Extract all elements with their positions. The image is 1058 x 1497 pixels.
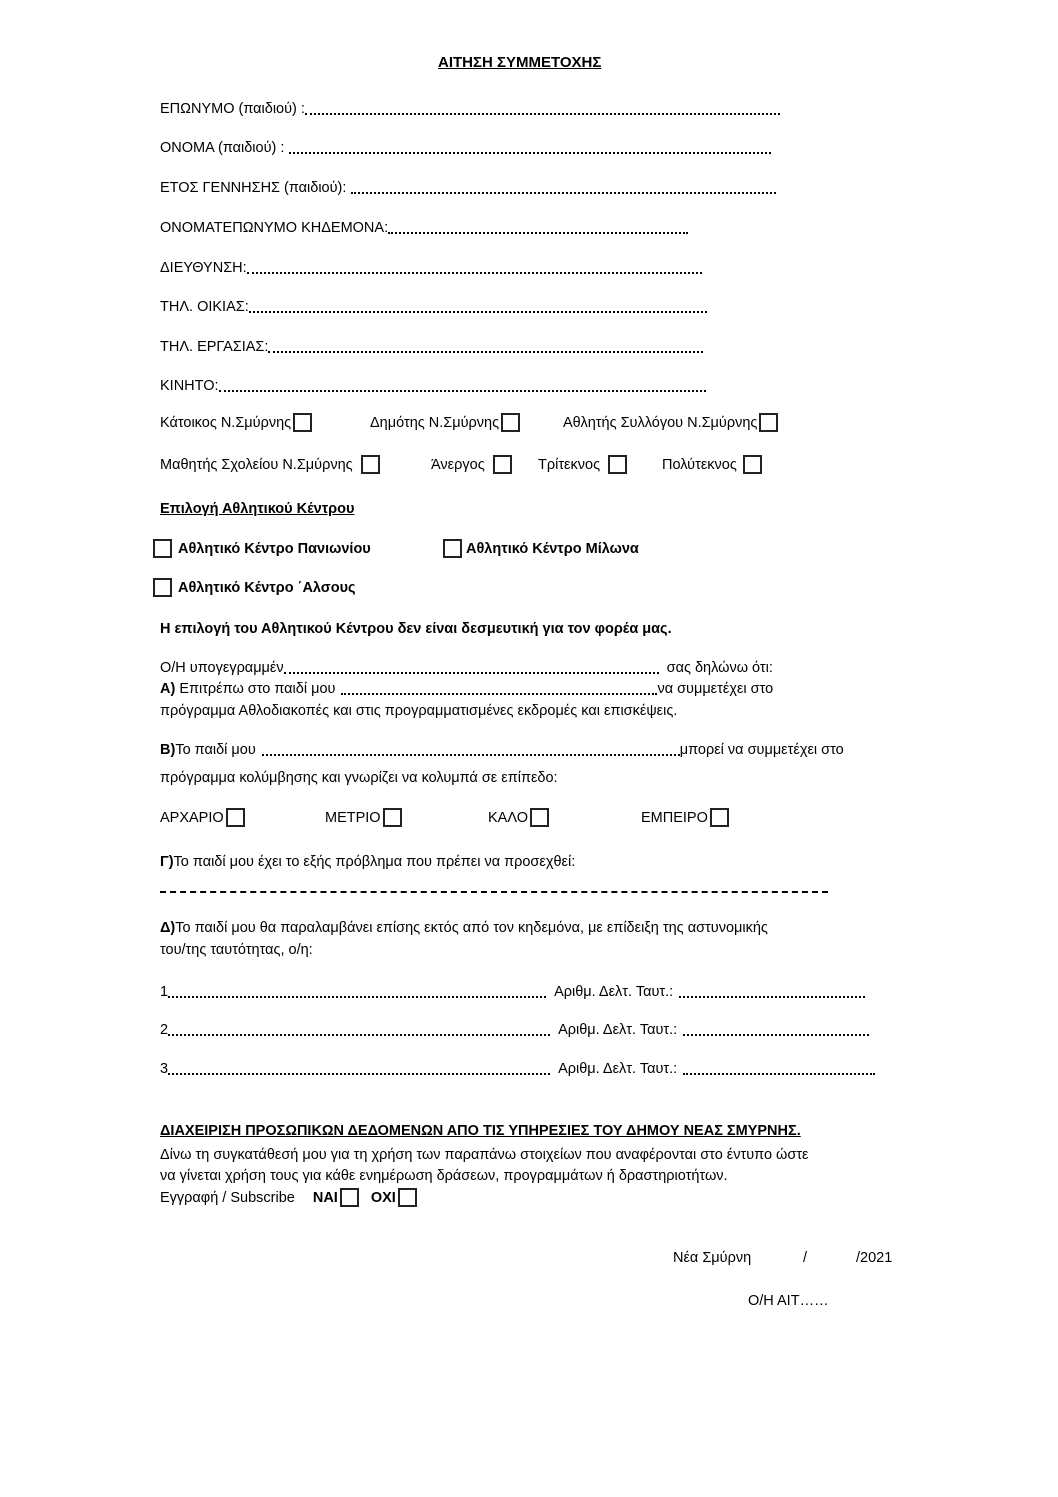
status-label: Πολύτεκνος xyxy=(662,456,737,473)
birth-year-field[interactable] xyxy=(160,179,776,197)
mobile-field[interactable] xyxy=(160,377,706,395)
signer-input-line[interactable] xyxy=(284,672,659,674)
swim-child-input-line[interactable] xyxy=(262,754,680,756)
status-three-children[interactable] xyxy=(538,455,627,474)
subscribe-yes-checkbox[interactable] xyxy=(340,1188,359,1207)
checkbox[interactable] xyxy=(530,808,549,827)
clause-a-start: Επιτρέπω στο παιδί μου xyxy=(179,681,336,697)
status-unemployed[interactable] xyxy=(431,455,512,474)
subscribe-no-checkbox[interactable] xyxy=(398,1188,417,1207)
pickup-row[interactable] xyxy=(160,983,865,1001)
footer-date-slash: / xyxy=(803,1250,808,1266)
home-phone-input-line[interactable] xyxy=(249,311,707,313)
status-label: Αθλητής Συλλόγου Ν.Σμύρνης xyxy=(563,414,758,431)
status-label: Δημότης Ν.Σμύρνης xyxy=(370,414,500,431)
level-experienced[interactable] xyxy=(641,808,729,827)
clause-b-label: Β) xyxy=(160,742,176,758)
id-label: Αριθμ. Δελτ. Ταυτ.: xyxy=(558,1061,678,1077)
home-phone-field[interactable] xyxy=(160,298,707,316)
status-label: Κάτοικος Ν.Σμύρνης xyxy=(160,414,292,431)
home-phone-label: ΤΗΛ. ΟΙΚΙΑΣ: xyxy=(160,299,249,315)
mobile-input-line[interactable] xyxy=(219,390,706,392)
pickup-name-input-line[interactable] xyxy=(168,996,546,998)
center-option-panionios[interactable] xyxy=(153,539,371,558)
level-good[interactable] xyxy=(488,808,549,827)
declaration-intro[interactable] xyxy=(160,659,773,677)
checkbox[interactable] xyxy=(501,413,520,432)
mobile-label: ΚΙΝΗΤΟ: xyxy=(160,378,219,394)
clause-c-text: Το παιδί μου έχει το εξής πρόβλημα που πρέπει να προσεχθεί: xyxy=(173,854,576,870)
id-label: Αριθμ. Δελτ. Ταυτ.: xyxy=(554,984,674,1000)
birth-year-label: ΕΤΟΣ ΓΕΝΝΗΣΗΣ (παιδιού): xyxy=(160,180,347,196)
level-moderate[interactable] xyxy=(325,808,402,827)
pickup-number: 3 xyxy=(160,1061,169,1077)
name-field[interactable] xyxy=(160,139,771,157)
center-label: Αθλητικό Κέντρο ΄Αλσους xyxy=(178,579,356,596)
id-input-line[interactable] xyxy=(683,1034,869,1036)
pickup-name-input-line[interactable] xyxy=(168,1073,550,1075)
pickup-row[interactable] xyxy=(160,1021,869,1039)
status-large-family[interactable] xyxy=(662,455,762,474)
checkbox[interactable] xyxy=(226,808,245,827)
status-label: Τρίτεκνος xyxy=(538,456,601,473)
footer-year: /2021 xyxy=(856,1250,893,1266)
clause-d xyxy=(160,919,768,937)
checkbox[interactable] xyxy=(493,455,512,474)
checkbox[interactable] xyxy=(743,455,762,474)
intro-end: σας δηλώνω ότι: xyxy=(666,660,773,676)
id-input-line[interactable] xyxy=(679,996,865,998)
center-heading: Επιλογή Αθλητικού Κέντρου xyxy=(160,501,355,517)
checkbox[interactable] xyxy=(153,539,172,558)
level-label: ΑΡΧΑΡΙΟ xyxy=(160,809,224,826)
name-input-line[interactable] xyxy=(289,152,771,154)
guardian-input-line[interactable] xyxy=(388,232,688,234)
clause-a[interactable] xyxy=(160,680,773,698)
level-label: ΜΕΤΡΙΟ xyxy=(325,809,381,826)
subscribe-yes-label: ΝΑΙ xyxy=(312,1189,338,1206)
surname-input-line[interactable] xyxy=(305,113,780,115)
pickup-number: 1 xyxy=(160,984,169,1000)
status-athlete[interactable] xyxy=(563,413,778,432)
footer-signature: Ο/Η ΑΙΤ…… xyxy=(748,1293,829,1309)
pickup-name-input-line[interactable] xyxy=(168,1034,550,1036)
checkbox[interactable] xyxy=(759,413,778,432)
clause-d-label: Δ) xyxy=(160,920,176,936)
footer-place: Νέα Σμύρνη xyxy=(673,1250,752,1266)
gdpr-line2: να γίνεται χρήση τους για κάθε ενημέρωση δράσεων, προγραμμάτων ή δραστηριοτήτων. xyxy=(160,1168,728,1184)
subscribe-no-label: ΟΧΙ xyxy=(370,1189,396,1206)
clause-b-end: μπορεί να συμμετέχει στο xyxy=(679,742,844,758)
problem-input-line[interactable] xyxy=(160,891,828,893)
checkbox[interactable] xyxy=(293,413,312,432)
status-label: Μαθητής Σχολείου Ν.Σμύρνης xyxy=(160,456,353,473)
surname-label: ΕΠΩΝΥΜΟ (παιδιού) : xyxy=(160,101,305,117)
checkbox[interactable] xyxy=(361,455,380,474)
work-phone-input-line[interactable] xyxy=(268,351,703,353)
address-label: ΔΙΕΥΘΥΝΣΗ: xyxy=(160,260,247,276)
intro-start: Ο/Η υπογεγραμμέν xyxy=(160,660,284,676)
status-student[interactable] xyxy=(160,455,380,474)
work-phone-label: ΤΗΛ. ΕΡΓΑΣΙΑΣ: xyxy=(160,339,269,355)
clause-d-text: Το παιδί μου θα παραλαμβάνει επίσης εκτός από τον κηδεμόνα, με επίδειξη της αστυνομικής xyxy=(175,920,768,936)
clause-b-line2: πρόγραμμα κολύμβησης και γνωρίζει να κολυμπά σε επίπεδο: xyxy=(160,770,558,786)
pickup-number: 2 xyxy=(160,1022,169,1038)
checkbox[interactable] xyxy=(443,539,462,558)
level-beginner[interactable] xyxy=(160,808,245,827)
surname-field[interactable] xyxy=(160,100,780,118)
clause-a-end: να συμμετέχει στο xyxy=(657,681,774,697)
checkbox[interactable] xyxy=(383,808,402,827)
center-label: Αθλητικό Κέντρο Πανιωνίου xyxy=(178,540,371,557)
address-input-line[interactable] xyxy=(247,272,702,274)
guardian-label: ΟΝΟΜΑΤΕΠΩΝΥΜΟ ΚΗΔΕΜΟΝΑ: xyxy=(160,220,389,236)
level-label: ΚΑΛΟ xyxy=(488,809,529,826)
checkbox[interactable] xyxy=(608,455,627,474)
subscribe-row xyxy=(160,1188,417,1207)
status-citizen[interactable] xyxy=(370,413,520,432)
id-input-line[interactable] xyxy=(683,1073,875,1075)
gdpr-line1: Δίνω τη συγκατάθεσή μου για τη χρήση των παραπάνω στοιχείων που αναφέρονται στο έντυπο ώστε xyxy=(160,1147,809,1163)
center-option-alsous[interactable] xyxy=(153,578,356,597)
clause-b[interactable] xyxy=(160,741,844,759)
center-note: Η επιλογή του Αθλητικού Κέντρου δεν είναι δεσμευτική για τον φορέα μας. xyxy=(160,621,672,637)
clause-d-line2: του/της ταυτότητας, ο/η: xyxy=(160,942,313,958)
gdpr-heading: ΔΙΑΧΕΙΡΙΣΗ ΠΡΟΣΩΠΙΚΩΝ ΔΕΔΟΜΕΝΩΝ ΑΠΟ ΤΙΣ ΥΠΗΡΕΣΙΕΣ ΤΟΥ ΔΗΜΟΥ ΝΕΑΣ ΣΜΥΡΝΗΣ. xyxy=(160,1123,801,1139)
clause-a-line2: πρόγραμμα Αθλοδιακοπές και στις προγραμματισμένες εκδρομές και επισκέψεις. xyxy=(160,703,678,719)
problem-input-line-wrap[interactable] xyxy=(160,883,828,901)
status-label: Άνεργος xyxy=(431,456,485,473)
level-label: ΕΜΠΕΙΡΟ xyxy=(641,809,708,826)
clause-b-start: Το παιδί μου xyxy=(175,742,256,758)
checkbox[interactable] xyxy=(710,808,729,827)
center-label: Αθλητικό Κέντρο Μίλωνα xyxy=(466,540,639,557)
clause-c-label: Γ) xyxy=(160,854,174,870)
clause-c xyxy=(160,853,575,871)
address-field[interactable] xyxy=(160,259,702,277)
status-resident[interactable] xyxy=(160,413,312,432)
clause-a-label: Α) xyxy=(160,681,176,697)
pickup-row[interactable] xyxy=(160,1060,875,1078)
guardian-field[interactable] xyxy=(160,219,688,237)
work-phone-field[interactable] xyxy=(160,338,703,356)
center-option-milona[interactable] xyxy=(443,539,639,558)
name-label: ΟΝΟΜΑ (παιδιού) : xyxy=(160,140,285,156)
subscribe-label: Εγγραφή / Subscribe xyxy=(160,1189,295,1206)
checkbox[interactable] xyxy=(153,578,172,597)
birth-year-input-line[interactable] xyxy=(351,192,776,194)
form-title: ΑΙΤΗΣΗ ΣΥΜΜΕΤΟΧΗΣ xyxy=(438,54,602,71)
id-label: Αριθμ. Δελτ. Ταυτ.: xyxy=(558,1022,678,1038)
child-name-input-line[interactable] xyxy=(341,693,657,695)
